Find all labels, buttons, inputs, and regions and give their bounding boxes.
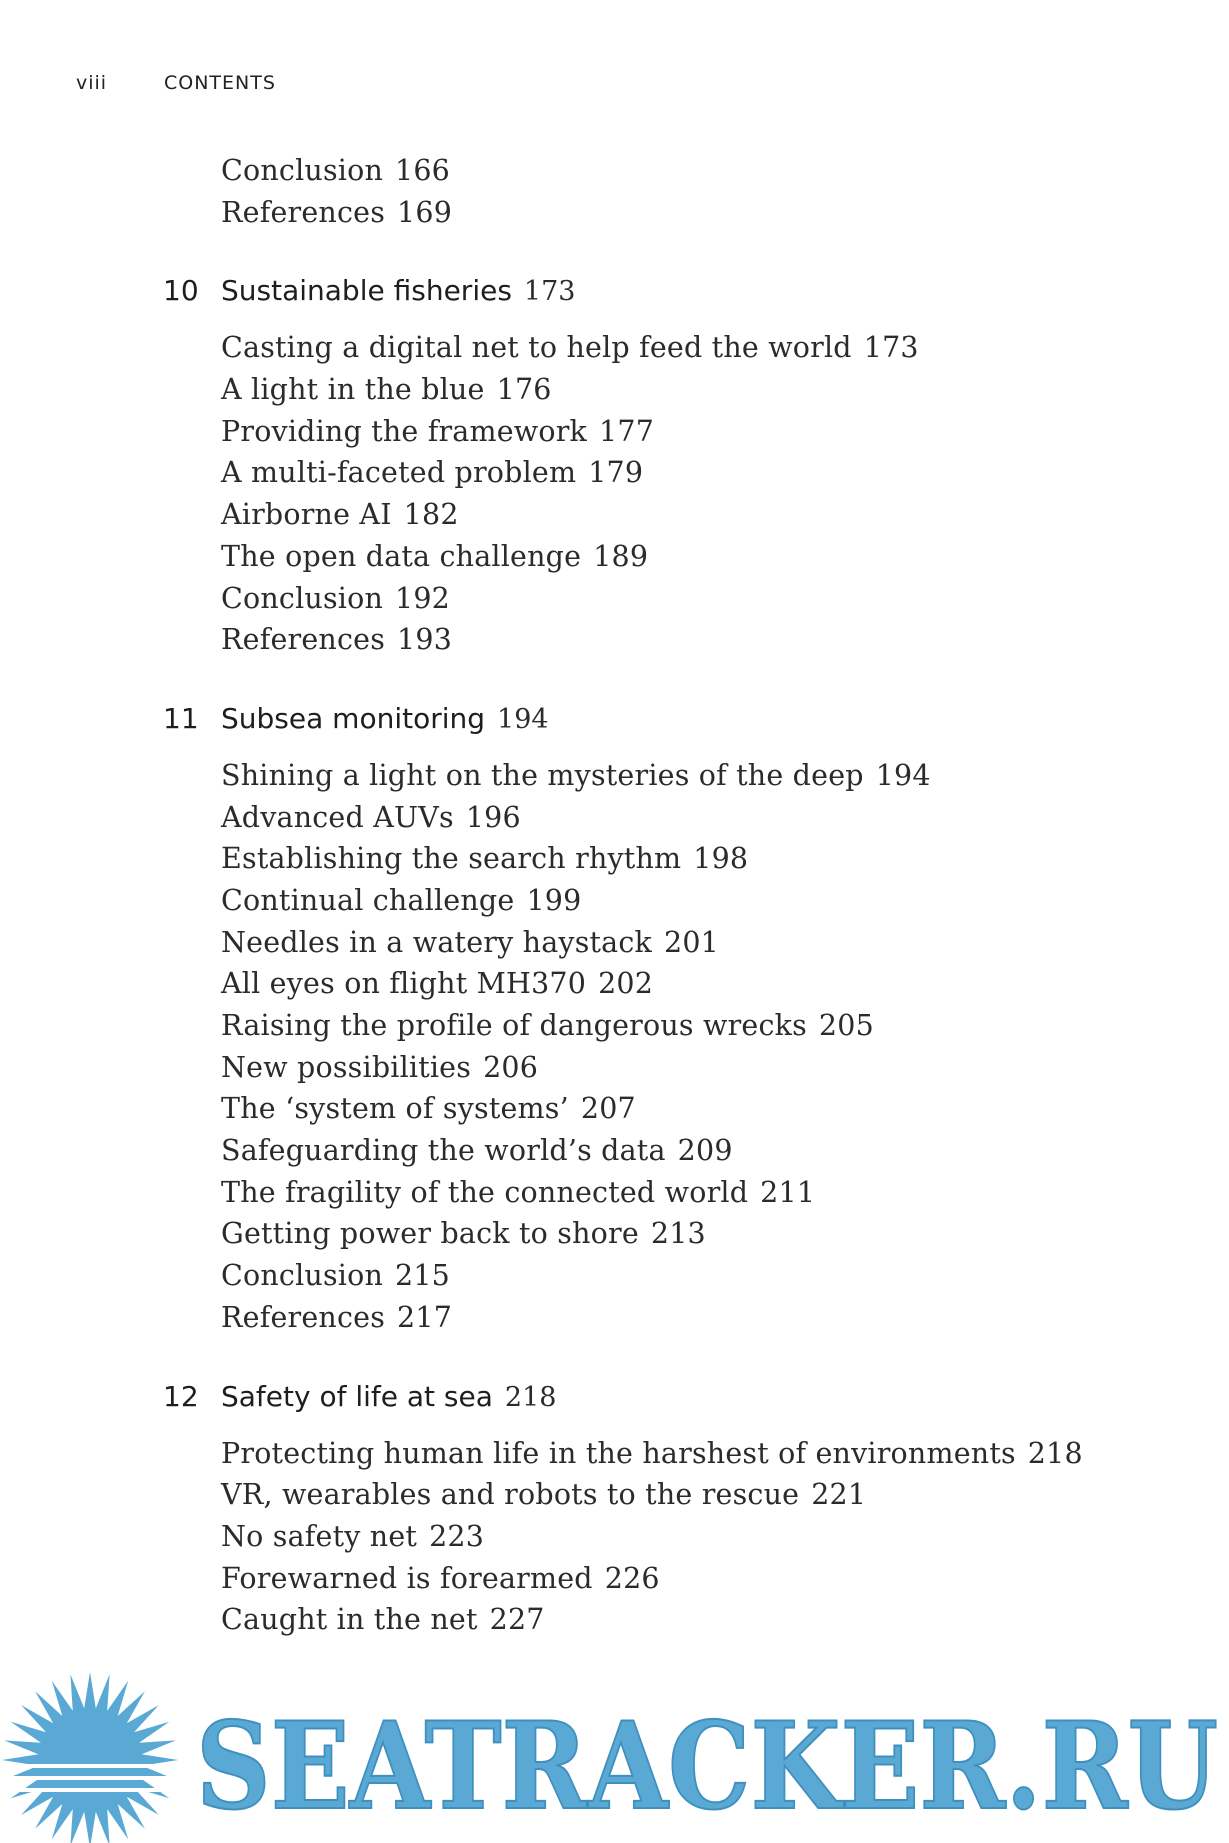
entry-page: 182	[403, 498, 459, 532]
entry-title: No safety net	[221, 1519, 418, 1553]
toc-entry[interactable]	[221, 578, 1229, 620]
entry-page: 202	[598, 967, 654, 1001]
toc-entry[interactable]	[221, 494, 1229, 536]
entry-title: Shining a light on the mysteries of the deep	[221, 758, 864, 792]
toc-entry[interactable]	[221, 536, 1229, 578]
entry-page: 211	[760, 1175, 816, 1209]
toc-entry[interactable]	[221, 963, 1229, 1005]
entry-page: 215	[395, 1259, 451, 1293]
entry-page: 166	[395, 154, 451, 187]
toc-entry[interactable]	[221, 1172, 1229, 1214]
chapter-number: 11	[163, 701, 199, 735]
entry-title: Conclusion	[221, 581, 384, 615]
entry-title: References	[221, 1300, 386, 1334]
entry-title: Advanced AUVs	[221, 800, 454, 834]
chapter-heading[interactable]	[0, 691, 1229, 747]
entry-title: New possibilities	[221, 1050, 472, 1084]
entry-page: 199	[526, 883, 582, 917]
toc-entry[interactable]	[221, 1047, 1229, 1089]
chapter-number: 12	[163, 1379, 199, 1413]
toc-entry[interactable]	[221, 327, 1229, 369]
chapter-title: Sustainable fisheries	[221, 274, 512, 308]
entry-title: References	[221, 623, 386, 657]
toc-entry[interactable]	[221, 619, 1229, 661]
entry-page: 179	[588, 456, 644, 490]
entry-page: 169	[397, 195, 453, 229]
entry-title: The open data challenge	[221, 539, 582, 573]
entry-title: A multi-faceted problem	[221, 456, 577, 490]
toc-entry[interactable]	[221, 1516, 1229, 1558]
entry-title: Airborne AI	[221, 498, 392, 532]
entry-title: References	[221, 195, 386, 229]
entry-title: Conclusion	[221, 1259, 384, 1293]
entry-title: Safeguarding the world’s data	[221, 1134, 666, 1168]
toc-entry[interactable]	[221, 755, 1229, 797]
chapter-title: Safety of life at sea	[221, 1379, 493, 1413]
toc-entry[interactable]	[221, 922, 1229, 964]
toc-entry[interactable]	[221, 369, 1229, 411]
toc-entry[interactable]	[221, 452, 1229, 494]
entry-page: 221	[811, 1478, 867, 1512]
toc-entry[interactable]	[221, 192, 1229, 234]
entry-page: 189	[593, 539, 649, 573]
toc-entry[interactable]	[221, 880, 1229, 922]
entry-title: A light in the blue	[221, 373, 485, 407]
entry-page: 217	[397, 1300, 453, 1334]
toc-entry[interactable]	[221, 1130, 1229, 1172]
entry-title: Continual challenge	[221, 883, 515, 917]
entry-title: Getting power back to shore	[221, 1217, 639, 1251]
toc-entry[interactable]	[221, 1255, 1229, 1297]
toc-entry[interactable]	[221, 1088, 1229, 1130]
entry-title: The fragility of the connected world	[221, 1175, 749, 1209]
chapter-page: 194	[497, 703, 549, 735]
chapter-page: 173	[523, 276, 576, 308]
entry-page: 213	[650, 1217, 706, 1251]
chapter-title: Subsea monitoring	[221, 701, 486, 735]
watermark-logo	[0, 1668, 1229, 1843]
toc-entry[interactable]	[221, 838, 1229, 880]
toc-entry[interactable]	[221, 1599, 1229, 1641]
running-head	[76, 72, 276, 94]
entry-title: Forewarned is forearmed	[221, 1561, 593, 1595]
toc-entry[interactable]	[221, 1474, 1229, 1516]
entry-page: 196	[465, 800, 521, 834]
entry-page: 201	[664, 925, 719, 959]
entry-page: 207	[580, 1092, 636, 1126]
chapter-page: 218	[504, 1381, 557, 1413]
entry-title: All eyes on flight MH370	[221, 967, 587, 1001]
toc-entry[interactable]	[221, 150, 1229, 192]
entry-page: 209	[677, 1134, 733, 1168]
chapter-heading[interactable]	[0, 263, 1229, 319]
watermark-text: SEATRACKER.RU	[196, 1696, 1218, 1837]
entry-page: 192	[395, 581, 451, 615]
toc-entry[interactable]	[221, 1005, 1229, 1047]
toc-entry[interactable]	[221, 1213, 1229, 1255]
toc-entry[interactable]	[221, 1297, 1229, 1339]
running-title: CONTENTS	[164, 72, 276, 94]
entry-title: Conclusion	[221, 154, 384, 187]
toc-entry[interactable]	[221, 1433, 1229, 1475]
entry-page: 206	[483, 1050, 539, 1084]
entry-page: 218	[1027, 1436, 1083, 1470]
entry-page: 227	[489, 1603, 545, 1637]
entry-page: 173	[863, 331, 919, 365]
entry-page: 205	[818, 1009, 874, 1042]
entry-title: Protecting human life in the harshest of environments	[221, 1436, 1016, 1470]
entry-title: Raising the profile of dangerous wrecks	[221, 1009, 807, 1042]
sun-burst-icon	[0, 1672, 180, 1843]
entry-title: The ‘system of systems’	[221, 1092, 569, 1126]
entry-page: 193	[397, 623, 453, 657]
entry-title: Casting a digital net to help feed the world	[221, 331, 852, 365]
toc-entry[interactable]	[221, 1558, 1229, 1600]
entry-page: 198	[693, 842, 749, 876]
table-of-contents	[0, 150, 1229, 1641]
entry-title: Needles in a watery haystack	[221, 925, 652, 959]
entry-page: 223	[429, 1519, 485, 1553]
chapter-number: 10	[163, 274, 199, 308]
entry-page: 226	[604, 1561, 660, 1595]
entry-page: 176	[496, 373, 552, 407]
chapter-heading[interactable]	[0, 1369, 1229, 1425]
toc-entry[interactable]	[221, 411, 1229, 453]
entry-title: Caught in the net	[221, 1603, 478, 1637]
entry-title: Establishing the search rhythm	[221, 842, 682, 876]
page-folio: viii	[76, 72, 108, 94]
entry-title: Providing the framework	[221, 414, 588, 448]
entry-page: 177	[599, 414, 655, 448]
entry-page: 194	[875, 758, 931, 792]
toc-entry[interactable]	[221, 797, 1229, 839]
entry-title: VR, wearables and robots to the rescue	[221, 1478, 800, 1512]
